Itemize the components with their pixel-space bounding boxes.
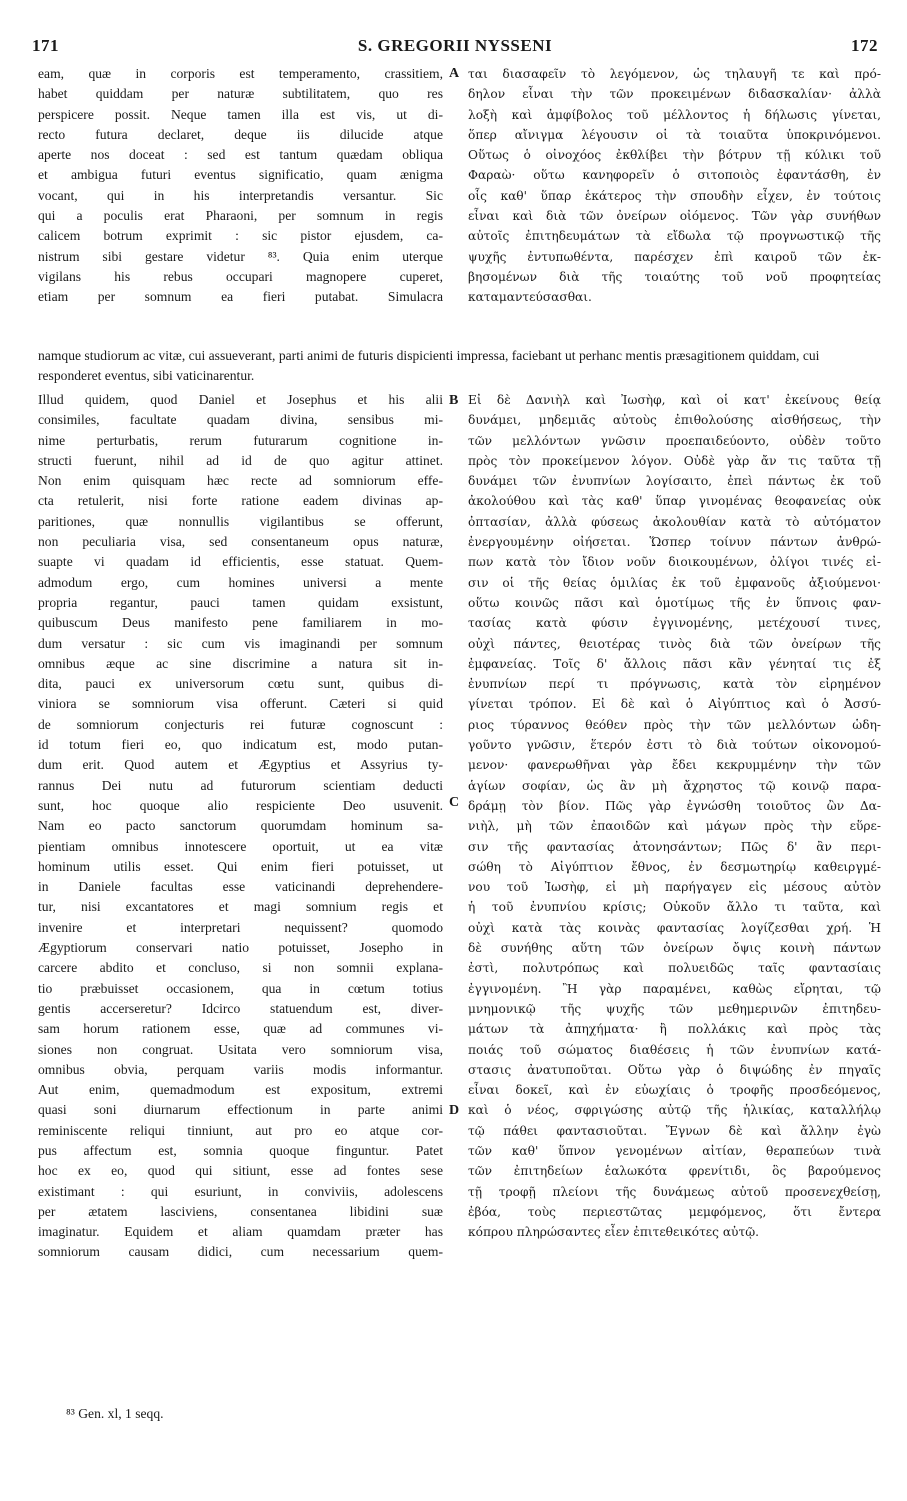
greek-column-section-a	[468, 64, 881, 308]
text-line: quasi soni diurnarum effectionum in parte animi	[38, 1102, 443, 1118]
text-line: gentis accerseretur? Idcirco statuendum est, diver-	[38, 1000, 443, 1016]
text-line: ὀπτασίαν, ἀλλὰ φύσεως ἀκολουθίαν κατὰ τὸ αὐτόματον	[468, 514, 881, 529]
full-width-text	[38, 346, 881, 387]
text-line: δυνάμει, μηδεμιᾶς αὐτοὺς ἐπιθολούσης αἰσθήσεως, τὴν	[468, 413, 881, 428]
text-line: ριος τύραννος θεόθεν πρὸς τὴν τῶν μελλόντων ὡδη-	[468, 717, 881, 732]
text-line: sam horum rationem esse, quæ ad communes vi-	[38, 1021, 443, 1037]
text-line: hominum utilis esset. Qui enim fieri potuisset, ut	[38, 858, 443, 874]
text-line: τῷ πάθει φαντασιοῦται. Ἔγνων δὲ καὶ ἄλλην ἐγὼ	[468, 1123, 881, 1138]
text-line: carcere abdito et concluso, si non somnii explana-	[38, 960, 443, 976]
footnote: ⁸³ Gen. xl, 1 seqq.	[66, 1406, 164, 1421]
text-line: καὶ ὁ νέος, σφριγώσης αὐτῷ τῆς ἡλικίας, καταλλήλῳ	[468, 1103, 881, 1118]
text-line: consimiles, facultate quadam divina, sensibus mi-	[38, 412, 443, 428]
text-line: σώθη τὸ Αἰγύπτιον ἔθνος, ἐν δεσμωτηρίῳ καθειργμέ-	[468, 859, 881, 874]
text-line: id totum fieri eo, quo indicatum est, modo putan-	[38, 737, 443, 753]
text-line: de somniorum conjecturis rei futuræ cognoscunt :	[38, 716, 443, 732]
text-line: sunt, hoc quoque alio respiciente Deo usuvenit.	[38, 797, 443, 813]
text-line: dum erit. Quod autem et Ægyptius et Assyrius ty-	[38, 757, 443, 773]
text-line: ἐνυπνίων περί τι πρόγνωσις, κατὰ τὸν εἰρημένον	[468, 677, 881, 692]
text-line: Nam eo pacto sanctorum quorumdam hominum sa-	[38, 818, 443, 834]
text-line: δράμῃ τὸν βίον. Πῶς γὰρ ἐγνώσθη τοιοῦτος ὢν Δα-	[468, 798, 881, 813]
margin-marker-c: C	[449, 795, 460, 810]
text-line: recto futura declaret, deque iis dilucide atque	[38, 126, 443, 142]
text-line: σιν οἱ τῆς θείας ὁμιλίας ἐκ τοῦ ἐμφανοῦς ἀξιούμενοι·	[468, 575, 881, 590]
text-line: μνημονικῷ τῆς ψυχῆς τῶν μεθημερινῶν ἐπιτηδευ-	[468, 1001, 881, 1016]
text-line: ὅπερ αἴνιγμα λέγουσιν οἱ τὰ τοιαῦτα ὑποκρινόμενοι.	[468, 127, 881, 142]
text-line: pientiam omnibus innotescere oportuit, ut ea vitæ	[38, 838, 443, 854]
text-line: imaginatur. Equidem et aliam quamdam præter has	[38, 1224, 443, 1240]
text-line: reminiscente reliqui tinniunt, aut pro eo atque cor-	[38, 1122, 443, 1138]
text-line: οὐχὶ πάντες, θειοτέρας τινὸς διὰ τῶν ὀνείρων τῆς	[468, 636, 881, 651]
text-line: nistrum sibi gestare videtur ⁸³. Quia enim uterque	[38, 248, 443, 264]
text-line: eam, quæ in corporis est temperamento, crassitiem,	[38, 66, 443, 81]
text-line: ψυχῆς ἐντυπωθέντα, παρέσχεν ἐπὶ καιροῦ τῶν ἐκ-	[468, 249, 881, 264]
text-line: γοῦντο γνῶσιν, ἕτερόν ἐστι τὸ διὰ τούτων οἰκονομού-	[468, 738, 881, 753]
text-line: οὐχὶ κατὰ τὰς κοινὰς φαντασίας λογίζεσθαι χρή. Ἡ	[468, 920, 881, 935]
text-line: δηλον εἶναι τὴν τῶν προκειμένων διδασκαλίαν· ἀλλὰ	[468, 87, 881, 102]
text-line: ποιάς τοῦ σώματος διαθέσεις ἡ τῶν ἐνυπνίων κατά-	[468, 1042, 881, 1057]
text-line: αὐτοῖς ἐπιτηδευμάτων τὰ εἴδωλα τῷ προγνωστικῷ τῆς	[468, 229, 881, 244]
text-line: et ambigua futuri eventus significatio, quam ænigma	[38, 167, 443, 183]
text-line: dum versatur : sic cum vis imaginandi per somnum	[38, 635, 443, 651]
text-line: nime perturbatis, rerum futurarum cognitione in-	[38, 432, 443, 448]
text-line: cta retulerit, nisi forte ratione eadem divinas ap-	[38, 493, 443, 509]
text-line: dita, pauci ex universorum cœtu sunt, quibus di-	[38, 676, 443, 692]
text-line: τασίας κατὰ φύσιν ἐγγινομένης, μετέχουσί τινες,	[468, 616, 881, 631]
text-line: invenire et interpretari nequissent? quomodo	[38, 919, 443, 935]
text-line: calicem botrum exprimit : sic pistor ejusdem, ca-	[38, 228, 443, 244]
text-line: quibuscum Deus manifesto pene familiarem in mo-	[38, 615, 443, 631]
text-line: νιὴλ, μὴ τῶν ἐπαοιδῶν καὶ μάγων πρὸς τὴν εὕρε-	[468, 819, 881, 834]
text-line: Non enim quisquam hæc recte ad somniorum effe-	[38, 473, 443, 489]
text-line: τῶν ἐπιτηδείων ἑαλωκότα φρενίτιδι, ὃς βαρούμενος	[468, 1164, 881, 1179]
text-line: τῶν καθ' ὕπνον γενομένων αἰτίαν, θεραπεύων τινὰ	[468, 1143, 881, 1158]
greek-column-section-b	[468, 390, 881, 1242]
text-line: πρὸς τὸν προκείμενον λόγον. Οὐδὲ γὰρ ἄν τις ταῦτα τῇ	[468, 453, 881, 468]
text-line: μενον· φανερωθῆναι γὰρ ἔδει κεκρυμμένην τὴν τῶν	[468, 758, 881, 773]
text-line: ἁγίων σοφίαν, ὡς ἂν μὴ ἄχρηστος τῷ κοινῷ παρα-	[468, 778, 881, 793]
text-line: τῇ τροφῇ πλείονι τῆς δυνάμεως αὐτοῦ προσενεχθείσῃ,	[468, 1184, 881, 1199]
text-line: vocant, qui in his interpretandis versantur. Sic	[38, 187, 443, 203]
text-line: καταμαντεύσασθαι.	[468, 290, 592, 305]
text-line: pus affectum est, somnia quoque finguntur. Patet	[38, 1142, 443, 1158]
text-line: tur, nisi excantatores et magi somnium regis et	[38, 899, 443, 915]
text-line: existimant : qui esuriunt, in conviviis, adolescens	[38, 1183, 443, 1199]
text-line: στασις ἀνατυποῦται. Οὕτω γὰρ ὁ διψώδης ἐν πηγαῖς	[468, 1062, 881, 1077]
text-line: qui a poculis erat Pharaoni, per somnum in regis	[38, 208, 443, 224]
text-line: λοξὴ καὶ ἀμφίβολος τοῦ μέλλοντος ἡ δήλωσις γίνεται,	[468, 107, 881, 122]
text-line: admodum ergo, cum homines universi a mente	[38, 574, 443, 590]
text-line: πων κατὰ τὸν ἴδιον νοῦν διοικουμένων, ὀλίγοι τινές εἰ-	[468, 555, 881, 570]
text-line: ἐμφανείας. Τοῖς δ' ἄλλοις πᾶσι κἂν γένηταί τις ἐξ	[468, 656, 881, 671]
text-line: Aut enim, quemadmodum est expositum, extremi	[38, 1082, 443, 1098]
text-line: ἡ τοῦ ἐνυπνίου κρίσις; Οὐκοῦν ἄλλο τι ταῦτα, καὶ	[468, 900, 881, 915]
text-line: Εἰ δὲ Δανιὴλ καὶ Ἰωσὴφ, καὶ οἱ κατ' ἐκείνους θείᾳ	[468, 393, 881, 407]
text-line: perspicere possit. Neque tamen illa est vis, ut di-	[38, 106, 443, 122]
text-line: in Daniele facultas esse vaticinandi deprehendere-	[38, 879, 443, 895]
text-line: omnibus obvia, perquam variis modis informantur.	[38, 1061, 443, 1077]
text-line: habet quiddam per naturæ subtilitatem, quo res	[38, 86, 443, 102]
text-line: νου τοῦ Ἰωσὴφ, εἰ μὴ παρήγαγεν εἰς μέσους αὐτὸν	[468, 880, 881, 895]
text-line: ἐστὶ, πολυτρόπως καὶ πολυειδῶς ταῖς φαντασίαις	[468, 961, 881, 976]
text-line: τῶν μελλόντων γνῶσιν προεπαιδεύοντο, οὐδὲν τοῦτο	[468, 433, 881, 448]
text-line: Οὕτως ὁ οἰνοχόος ἐκθλίβει τὴν βότρυν τῇ κύλικι τοῦ	[468, 148, 881, 163]
text-line: ἀκολούθου καὶ τὰς καθ' ὕπαρ γινομένας θεοφανείας οὐκ	[468, 494, 881, 509]
text-line: somniorum causam didici, cum necessarium quem-	[38, 1244, 443, 1260]
text-line: εἶναι καὶ διὰ τῶν ὀνείρων οἰόμενος. Τῶν γὰρ συνήθων	[468, 209, 881, 224]
text-line: per ætatem lasciviens, consentanea libidini suæ	[38, 1203, 443, 1219]
text-line: rannus Dei nutu ad futurorum scientiam deducti	[38, 777, 443, 793]
text-line: σιν τῆς φαντασίας ἀτονησάντων; Πῶς δ' ἂν περι-	[468, 839, 881, 854]
text-line: βησομένων διὰ τῆς τοιαύτης τοῦ νοῦ προφητείας	[468, 269, 881, 284]
text-line: tio præbuisset occasionem, qua in cœtum totius	[38, 980, 443, 996]
text-line: ἐνεργουμένην οἰήσεται. Ὥσπερ τοίνυν πάντων ἀνθρώ-	[468, 535, 881, 550]
text-line: siones non congruat. Usitata vero somniorum visa,	[38, 1041, 443, 1057]
text-line: non peculiaria visa, sed consentaneum opus naturæ,	[38, 534, 443, 550]
text-line: aperte nos doceat : sed est tantum quædam obliqua	[38, 147, 443, 163]
text-line: suapte vi quadam id efficientis, esse statuat. Quem-	[38, 554, 443, 570]
text-line: οἷς καθ' ὕπαρ ἑκάτερος τὴν σπουδὴν εἶχεν, ἐν τούτοις	[468, 188, 881, 203]
text-line: Ægyptiorum conservari natio potuisset, Josepho in	[38, 940, 443, 956]
text-line: namque studiorum ac vitæ, cui assueverant, parti animi de futuris dispicienti impressa, faciebant ut per	[38, 348, 597, 363]
text-line: hoc ex eo, quod qui sitiunt, esse ad fontes sese	[38, 1163, 443, 1179]
text-line: μάτων τὰ ἀπηχήματα· ἢ πολλάκις καὶ πρὸς τὰς	[468, 1022, 881, 1037]
text-line: δυνάμει τῶν ἐνυπνίων λογίσαιτο, ἐπεὶ πάντως ἐκ τοῦ	[468, 474, 881, 489]
latin-column-section-b	[38, 390, 443, 1263]
text-line: οὕτω κοινῶς πᾶσι καὶ ὁμοτίμως τῆς ἐν ὕπνοις φαν-	[468, 595, 881, 610]
margin-marker-b: B	[449, 393, 459, 408]
margin-marker-a: A	[449, 66, 460, 81]
text-line: viniora se somniorum visa offerunt. Cæteri si quid	[38, 696, 443, 712]
text-line: Illud quidem, quod Daniel et Josephus et his alii	[38, 392, 443, 407]
text-line: δὲ συνήθης αὕτη τῶν ὀνείρων ὄψις κοινὴ πάντων	[468, 941, 881, 956]
latin-column-section-a	[38, 64, 443, 308]
margin-marker-d: D	[449, 1103, 460, 1118]
text-line: γίνεται τρόπον. Εἰ δὲ καὶ ὁ Αἰγύπτιος καὶ ὁ Ἀσσύ-	[468, 697, 881, 712]
text-line: propria regantur, pauci tamen quidam exsistunt,	[38, 594, 443, 610]
text-line: vigilans his rebus occupari magnopere cuperet,	[38, 268, 443, 284]
text-line: ἐβόα, τοὺς περιεστῶτας μεμφόμενος, ὅτι ἔντερα	[468, 1204, 881, 1219]
text-line: κόπρου πληρώσαντες εἶεν ἐπιτεθεικότες αὐτῷ.	[468, 1225, 760, 1240]
text-line: paritiones, quæ nonnullis vigilantibus se offerunt,	[38, 513, 443, 529]
text-line: ται διασαφεῖν τὸ λεγόμενον, ὡς τηλαυγῆ τε καὶ πρό-	[468, 67, 881, 81]
text-line: etiam per somnum ea fieri putabat. Simulacra	[38, 289, 443, 305]
text-line: hanc mentis præsagitionem quiddam, cui responderet eventus, sibi vaticinarentur.	[38, 348, 820, 384]
text-line: omnibus æque ac sine discrimine a natura sit in-	[38, 655, 443, 671]
text-line: ἐγγινομένη. Ἢ γὰρ παραμένει, καθὼς εἴρηται, τῷ	[468, 981, 881, 996]
text-line: structi fuerunt, nihil ad id de quo agitur attinet.	[38, 452, 443, 468]
text-line: Φαραὼ· οὕτω κανηφορεῖν ὁ σιτοποιὸς ἐφαντάσθη, ἐν	[468, 168, 881, 183]
text-line: εἶναι δοκεῖ, καὶ ἐν εὐωχίαις ὁ τροφῆς προσδεόμενος,	[468, 1083, 881, 1098]
page-number-left: 171	[32, 36, 59, 55]
page-header	[32, 36, 878, 60]
running-title: S. GREGORII NYSSENI	[357, 36, 553, 55]
page-number-right: 172	[851, 36, 878, 55]
